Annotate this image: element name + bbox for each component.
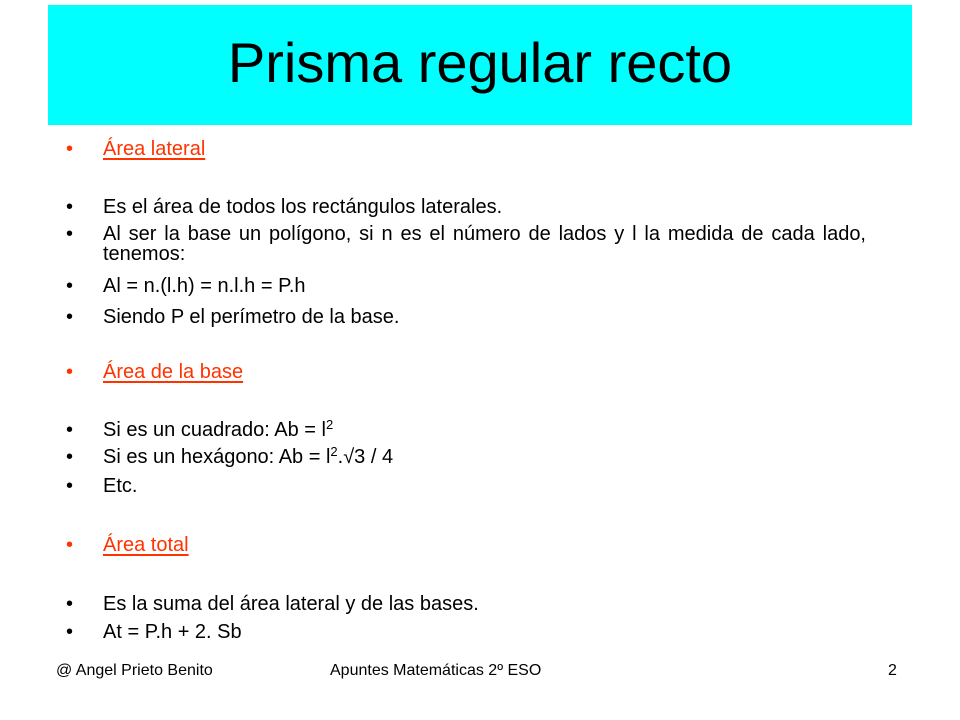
heading-text: Área total [103,534,189,556]
heading-area-total [66,535,866,555]
item-text [103,444,866,468]
item-text: Siendo P el perímetro de la base. [103,306,400,328]
list-item [66,197,866,217]
bullet: • [66,196,74,218]
list-item [66,417,866,441]
bullet: • [66,306,74,328]
bullet: • [66,275,74,297]
bullet: • [66,475,74,497]
list-item [66,622,866,642]
bullet: • [66,534,74,556]
bullet: • [66,361,74,383]
formula-hexagon: Si es un hexágono: Ab = l [103,446,331,468]
list-item [66,476,866,496]
item-text: Es el área de todos los rectángulos laterales. [103,196,503,218]
item-text [103,417,866,441]
footer-author: @ Angel Prieto Benito [56,662,213,679]
list-item [66,444,866,468]
item-text: Al ser la base un polígono, si n es el número de lados y l la medida de cada lado, tenemos: [103,223,866,265]
exponent: 2 [330,444,338,459]
item-text: Al = n.(l.h) = n.l.h = P.h [103,275,306,297]
formula-square: Si es un cuadrado: Ab = l [103,419,326,441]
bullet: • [66,223,74,245]
item-text: Etc. [103,475,138,497]
bullet: • [66,621,74,643]
list-item [66,224,866,264]
list-item [66,307,866,327]
slide-title: Prisma regular recto [227,31,733,94]
bullet: • [66,138,74,160]
footer-page-number: 2 [888,662,897,679]
heading-area-lateral [66,139,866,159]
list-item [66,276,866,296]
formula-hexagon-rest: .√3 / 4 [337,446,394,468]
item-text: At = P.h + 2. Sb [103,621,242,643]
item-text: Es la suma del área lateral y de las bases. [103,593,479,615]
heading-text: Área lateral [103,138,206,160]
bullet: • [66,419,74,441]
bullet: • [66,593,74,615]
footer-course: Apuntes Matemáticas 2º ESO [330,662,542,679]
bullet: • [66,446,74,468]
exponent: 2 [325,417,334,432]
heading-area-base [66,362,866,382]
heading-text: Área de la base [103,361,244,383]
list-item [66,594,866,614]
